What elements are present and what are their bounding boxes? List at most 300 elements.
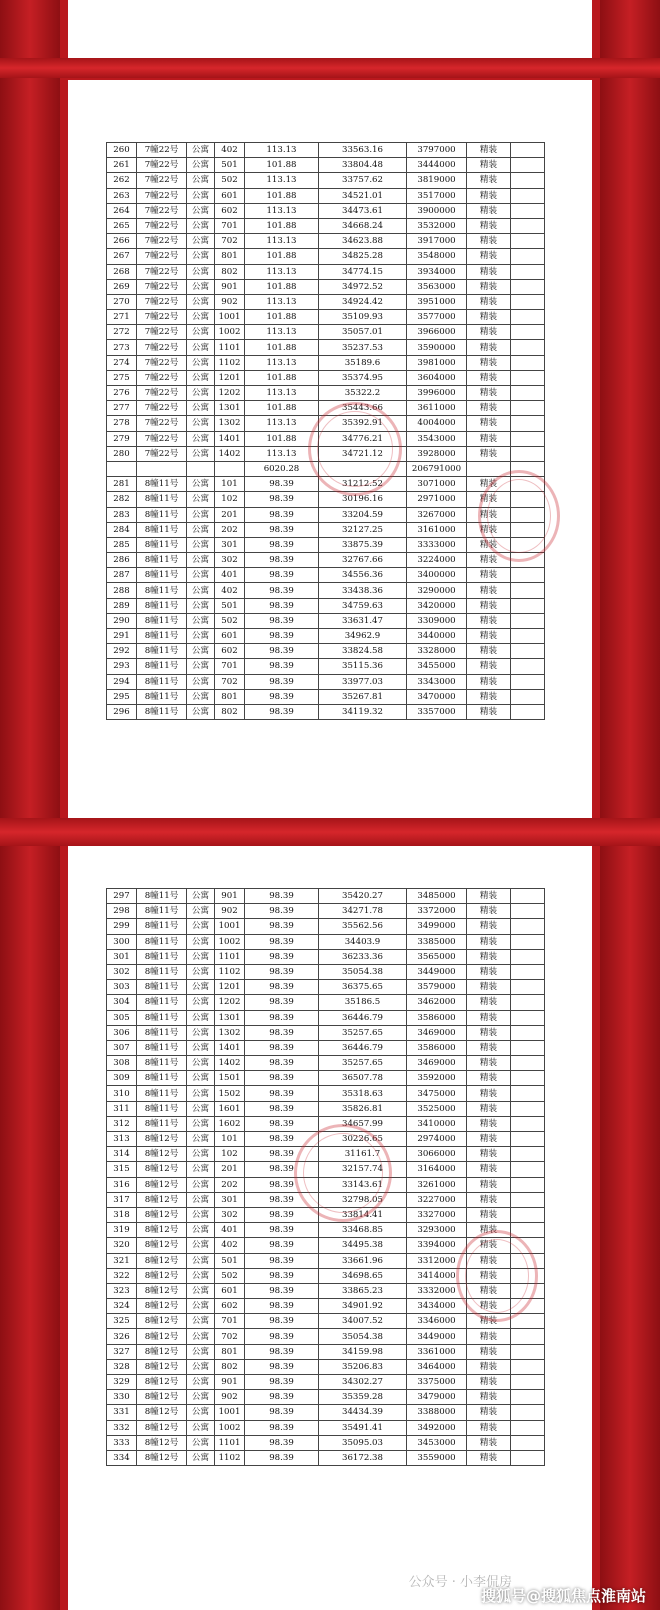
decoration-cell: 精装 xyxy=(467,553,511,568)
building-unit-cell: 8幢11号 xyxy=(137,704,187,719)
divider-band-1 xyxy=(0,58,660,78)
table-row xyxy=(107,674,545,689)
row-number-cell: 269 xyxy=(107,279,137,294)
unit-price-cell: 33204.59 xyxy=(319,507,407,522)
document-page-1 xyxy=(68,80,592,818)
row-number-cell: 334 xyxy=(107,1450,137,1465)
room-number-cell: 402 xyxy=(215,583,245,598)
total-price-cell: 3385000 xyxy=(407,934,467,949)
room-number-cell: 1001 xyxy=(215,1405,245,1420)
room-number-cell: 701 xyxy=(215,659,245,674)
row-number-cell: 275 xyxy=(107,370,137,385)
building-unit-cell: 7幢22号 xyxy=(137,264,187,279)
table-row xyxy=(107,1056,545,1071)
property-type-cell: 公寓 xyxy=(187,507,215,522)
decoration-cell: 精装 xyxy=(467,995,511,1010)
area-cell: 98.39 xyxy=(245,904,319,919)
unit-price-cell: 35420.27 xyxy=(319,889,407,904)
total-price-cell: 3361000 xyxy=(407,1344,467,1359)
total-price-cell: 3332000 xyxy=(407,1283,467,1298)
total-price-cell: 3267000 xyxy=(407,507,467,522)
unit-price-cell: 35257.65 xyxy=(319,1025,407,1040)
table-row xyxy=(107,1025,545,1040)
area-cell: 98.39 xyxy=(245,704,319,719)
area-cell: 113.13 xyxy=(245,173,319,188)
unit-price-cell: 35186.5 xyxy=(319,995,407,1010)
table-row xyxy=(107,401,545,416)
total-price-cell: 3469000 xyxy=(407,1025,467,1040)
unit-price-cell: 36446.79 xyxy=(319,1010,407,1025)
unit-price-cell: 34759.63 xyxy=(319,598,407,613)
remark-cell xyxy=(511,583,545,598)
decoration-cell: 精装 xyxy=(467,1344,511,1359)
remark-cell xyxy=(511,279,545,294)
table-row xyxy=(107,158,545,173)
row-number-cell: 282 xyxy=(107,492,137,507)
area-cell: 98.39 xyxy=(245,522,319,537)
room-number-cell: 1301 xyxy=(215,1010,245,1025)
decoration-cell: 精装 xyxy=(467,1101,511,1116)
property-type-cell: 公寓 xyxy=(187,553,215,568)
table-row xyxy=(107,613,545,628)
row-number-cell: 268 xyxy=(107,264,137,279)
unit-price-cell: 35054.38 xyxy=(319,964,407,979)
room-number-cell: 1002 xyxy=(215,934,245,949)
decoration-cell: 精装 xyxy=(467,889,511,904)
remark-cell xyxy=(511,1040,545,1055)
unit-price-cell: 34901.92 xyxy=(319,1299,407,1314)
room-number-cell: 201 xyxy=(215,1162,245,1177)
remark-cell xyxy=(511,1238,545,1253)
unit-price-cell: 35322.2 xyxy=(319,386,407,401)
total-price-cell: 3328000 xyxy=(407,644,467,659)
room-number-cell: 901 xyxy=(215,279,245,294)
row-number-cell: 331 xyxy=(107,1405,137,1420)
total-price-cell: 3440000 xyxy=(407,629,467,644)
remark-cell xyxy=(511,1223,545,1238)
room-number-cell: 1201 xyxy=(215,980,245,995)
decoration-cell: 精装 xyxy=(467,1207,511,1222)
unit-price-cell: 34698.65 xyxy=(319,1268,407,1283)
total-price-cell: 3453000 xyxy=(407,1435,467,1450)
building-unit-cell: 8幢11号 xyxy=(137,1101,187,1116)
room-number-cell: 1401 xyxy=(215,431,245,446)
table-row xyxy=(107,1390,545,1405)
property-type-cell: 公寓 xyxy=(187,431,215,446)
room-number-cell: 1001 xyxy=(215,310,245,325)
decoration-cell: 精装 xyxy=(467,1359,511,1374)
total-price-cell: 3479000 xyxy=(407,1390,467,1405)
unit-price-cell: 35359.28 xyxy=(319,1390,407,1405)
table-row xyxy=(107,1071,545,1086)
row-number-cell: 262 xyxy=(107,173,137,188)
unit-price-cell: 34521.01 xyxy=(319,188,407,203)
building-unit-cell: 8幢11号 xyxy=(137,904,187,919)
decoration-cell: 精装 xyxy=(467,401,511,416)
decoration-cell: 精装 xyxy=(467,1329,511,1344)
table-row xyxy=(107,492,545,507)
total-price-cell: 2974000 xyxy=(407,1132,467,1147)
room-number-cell: 1102 xyxy=(215,355,245,370)
table-row xyxy=(107,1314,545,1329)
remark-cell xyxy=(511,553,545,568)
unit-price-cell: 33631.47 xyxy=(319,613,407,628)
row-number-cell: 315 xyxy=(107,1162,137,1177)
building-unit-cell: 7幢22号 xyxy=(137,370,187,385)
table-row xyxy=(107,1405,545,1420)
row-number-cell: 263 xyxy=(107,188,137,203)
remark-cell xyxy=(511,507,545,522)
row-number-cell: 264 xyxy=(107,203,137,218)
area-cell: 98.39 xyxy=(245,949,319,964)
table-row xyxy=(107,629,545,644)
row-number-cell: 265 xyxy=(107,218,137,233)
building-unit-cell: 8幢12号 xyxy=(137,1359,187,1374)
room-number-cell: 701 xyxy=(215,218,245,233)
remark-cell xyxy=(511,949,545,964)
area-cell: 98.39 xyxy=(245,1420,319,1435)
table-row xyxy=(107,934,545,949)
property-type-cell: 公寓 xyxy=(187,1268,215,1283)
property-type-cell: 公寓 xyxy=(187,1010,215,1025)
room-number-cell: 601 xyxy=(215,188,245,203)
room-number-cell: 102 xyxy=(215,492,245,507)
decoration-cell: 精装 xyxy=(467,568,511,583)
table-row xyxy=(107,431,545,446)
area-cell: 98.39 xyxy=(245,1405,319,1420)
area-cell: 113.13 xyxy=(245,446,319,461)
total-price-cell: 3611000 xyxy=(407,401,467,416)
property-type-cell: 公寓 xyxy=(187,1359,215,1374)
property-type-cell: 公寓 xyxy=(187,1435,215,1450)
unit-price-cell: 34473.61 xyxy=(319,203,407,218)
unit-price-cell: 33468.85 xyxy=(319,1223,407,1238)
building-unit-cell: 8幢12号 xyxy=(137,1253,187,1268)
remark-cell xyxy=(511,704,545,719)
room-number-cell: 302 xyxy=(215,1207,245,1222)
area-cell: 98.39 xyxy=(245,1329,319,1344)
property-type-cell: 公寓 xyxy=(187,401,215,416)
area-cell: 98.39 xyxy=(245,1299,319,1314)
building-unit-cell: 8幢11号 xyxy=(137,1025,187,1040)
building-unit-cell: 8幢11号 xyxy=(137,568,187,583)
property-type-cell: 公寓 xyxy=(187,1390,215,1405)
unit-price-cell: 33824.58 xyxy=(319,644,407,659)
remark-cell xyxy=(511,218,545,233)
row-number-cell: 271 xyxy=(107,310,137,325)
decoration-cell: 精装 xyxy=(467,355,511,370)
table-row xyxy=(107,1101,545,1116)
area-cell: 98.39 xyxy=(245,1268,319,1283)
building-unit-cell: 8幢11号 xyxy=(137,629,187,644)
room-number-cell: 1102 xyxy=(215,964,245,979)
table-row xyxy=(107,1253,545,1268)
property-type-cell: 公寓 xyxy=(187,340,215,355)
unit-price-cell: 33438.36 xyxy=(319,583,407,598)
unit-price-cell: 34302.27 xyxy=(319,1375,407,1390)
area-cell: 98.39 xyxy=(245,1101,319,1116)
decoration-cell: 精装 xyxy=(467,934,511,949)
row-number-cell: 285 xyxy=(107,537,137,552)
property-type-cell: 公寓 xyxy=(187,1344,215,1359)
room-number-cell: 401 xyxy=(215,1223,245,1238)
row-number-cell: 332 xyxy=(107,1420,137,1435)
area-cell: 98.39 xyxy=(245,644,319,659)
remark-cell xyxy=(511,1390,545,1405)
total-price-cell: 3312000 xyxy=(407,1253,467,1268)
remark-cell xyxy=(511,1268,545,1283)
property-type-cell: 公寓 xyxy=(187,188,215,203)
property-type-cell: 公寓 xyxy=(187,1132,215,1147)
table-row xyxy=(107,1147,545,1162)
unit-price-cell: 35237.53 xyxy=(319,340,407,355)
room-number-cell: 1501 xyxy=(215,1071,245,1086)
building-unit-cell: 7幢22号 xyxy=(137,188,187,203)
building-unit-cell: 8幢11号 xyxy=(137,553,187,568)
building-unit-cell: 8幢12号 xyxy=(137,1375,187,1390)
decoration-cell: 精装 xyxy=(467,1177,511,1192)
table-row xyxy=(107,1268,545,1283)
total-price-cell: 3934000 xyxy=(407,264,467,279)
table-row xyxy=(107,218,545,233)
area-cell: 98.39 xyxy=(245,629,319,644)
unit-price-cell: 35057.01 xyxy=(319,325,407,340)
property-type-cell: 公寓 xyxy=(187,386,215,401)
area-cell: 101.88 xyxy=(245,310,319,325)
area-cell: 98.39 xyxy=(245,1253,319,1268)
unit-price-cell: 34924.42 xyxy=(319,294,407,309)
total-price-cell: 3469000 xyxy=(407,1056,467,1071)
area-cell: 98.39 xyxy=(245,1147,319,1162)
room-number-cell: 1002 xyxy=(215,325,245,340)
decoration-cell: 精装 xyxy=(467,949,511,964)
area-cell: 101.88 xyxy=(245,218,319,233)
area-cell: 101.88 xyxy=(245,401,319,416)
area-cell: 101.88 xyxy=(245,279,319,294)
remark-cell xyxy=(511,644,545,659)
building-unit-cell: 8幢11号 xyxy=(137,919,187,934)
decoration-cell: 精装 xyxy=(467,1375,511,1390)
decoration-cell: 精装 xyxy=(467,264,511,279)
table-row xyxy=(107,598,545,613)
building-unit-cell: 7幢22号 xyxy=(137,294,187,309)
table-row xyxy=(107,949,545,964)
area-cell: 98.39 xyxy=(245,1056,319,1071)
property-type-cell: 公寓 xyxy=(187,583,215,598)
remark-cell xyxy=(511,995,545,1010)
remark-cell xyxy=(511,1405,545,1420)
decoration-cell: 精装 xyxy=(467,249,511,264)
remark-cell xyxy=(511,629,545,644)
room-number-cell: 1201 xyxy=(215,370,245,385)
property-type-cell: 公寓 xyxy=(187,264,215,279)
table-row xyxy=(107,704,545,719)
room-number-cell xyxy=(215,461,245,476)
room-number-cell: 1102 xyxy=(215,1450,245,1465)
room-number-cell: 1202 xyxy=(215,386,245,401)
property-type-cell: 公寓 xyxy=(187,249,215,264)
room-number-cell: 602 xyxy=(215,203,245,218)
room-number-cell: 1202 xyxy=(215,995,245,1010)
unit-price-cell: 30196.16 xyxy=(319,492,407,507)
area-cell: 98.39 xyxy=(245,1025,319,1040)
total-price-cell: 3996000 xyxy=(407,386,467,401)
unit-price-cell: 32127.25 xyxy=(319,522,407,537)
building-unit-cell: 7幢22号 xyxy=(137,340,187,355)
decoration-cell: 精装 xyxy=(467,446,511,461)
property-type-cell: 公寓 xyxy=(187,1116,215,1131)
row-number-cell: 298 xyxy=(107,904,137,919)
unit-price-cell: 35443.66 xyxy=(319,401,407,416)
remark-cell xyxy=(511,203,545,218)
total-price-cell: 3900000 xyxy=(407,203,467,218)
table-row xyxy=(107,325,545,340)
unit-price-cell: 35095.03 xyxy=(319,1435,407,1450)
total-price-cell: 3346000 xyxy=(407,1314,467,1329)
property-type-cell: 公寓 xyxy=(187,1192,215,1207)
row-number-cell: 306 xyxy=(107,1025,137,1040)
area-cell: 98.39 xyxy=(245,659,319,674)
area-cell: 98.39 xyxy=(245,1010,319,1025)
room-number-cell: 601 xyxy=(215,629,245,644)
unit-price-cell: 32767.66 xyxy=(319,553,407,568)
building-unit-cell: 7幢22号 xyxy=(137,218,187,233)
building-unit-cell: 8幢11号 xyxy=(137,964,187,979)
row-number-cell: 274 xyxy=(107,355,137,370)
decoration-cell: 精装 xyxy=(467,689,511,704)
remark-cell xyxy=(511,1375,545,1390)
remark-cell xyxy=(511,1025,545,1040)
row-number-cell: 286 xyxy=(107,553,137,568)
table-row xyxy=(107,1223,545,1238)
property-type-cell: 公寓 xyxy=(187,537,215,552)
building-unit-cell: 8幢12号 xyxy=(137,1132,187,1147)
decoration-cell: 精装 xyxy=(467,1025,511,1040)
property-type-cell: 公寓 xyxy=(187,613,215,628)
remark-cell xyxy=(511,1132,545,1147)
decoration-cell: 精装 xyxy=(467,143,511,158)
building-unit-cell: 8幢12号 xyxy=(137,1207,187,1222)
row-number-cell: 261 xyxy=(107,158,137,173)
remark-cell xyxy=(511,492,545,507)
decoration-cell: 精装 xyxy=(467,203,511,218)
row-number-cell: 276 xyxy=(107,386,137,401)
property-type-cell: 公寓 xyxy=(187,674,215,689)
unit-price-cell: 34668.24 xyxy=(319,218,407,233)
room-number-cell: 902 xyxy=(215,294,245,309)
decoration-cell: 精装 xyxy=(467,492,511,507)
property-type-cell: 公寓 xyxy=(187,310,215,325)
room-number-cell: 1402 xyxy=(215,1056,245,1071)
property-type-cell: 公寓 xyxy=(187,416,215,431)
price-table-body xyxy=(107,889,545,1466)
table-row xyxy=(107,919,545,934)
remark-cell xyxy=(511,659,545,674)
building-unit-cell: 8幢11号 xyxy=(137,583,187,598)
property-type-cell: 公寓 xyxy=(187,1405,215,1420)
total-price-cell: 3227000 xyxy=(407,1192,467,1207)
decoration-cell: 精装 xyxy=(467,1238,511,1253)
unit-price-cell: 34007.52 xyxy=(319,1314,407,1329)
remark-cell xyxy=(511,294,545,309)
remark-cell xyxy=(511,1329,545,1344)
building-unit-cell: 7幢22号 xyxy=(137,158,187,173)
area-cell: 98.39 xyxy=(245,1283,319,1298)
total-price-cell: 3928000 xyxy=(407,446,467,461)
area-cell: 98.39 xyxy=(245,553,319,568)
area-cell: 98.39 xyxy=(245,1359,319,1374)
remark-cell xyxy=(511,370,545,385)
unit-price-cell: 31212.52 xyxy=(319,477,407,492)
divider-band-2 xyxy=(0,818,660,846)
remark-cell xyxy=(511,264,545,279)
area-cell: 101.88 xyxy=(245,158,319,173)
unit-price-cell: 34776.21 xyxy=(319,431,407,446)
building-unit-cell: 8幢11号 xyxy=(137,537,187,552)
remark-cell xyxy=(511,477,545,492)
table-row xyxy=(107,1010,545,1025)
area-cell: 113.13 xyxy=(245,143,319,158)
total-price-cell: 3966000 xyxy=(407,325,467,340)
property-type-cell: 公寓 xyxy=(187,949,215,964)
row-number-cell: 310 xyxy=(107,1086,137,1101)
row-number-cell: 277 xyxy=(107,401,137,416)
decoration-cell: 精装 xyxy=(467,294,511,309)
remark-cell xyxy=(511,964,545,979)
row-number-cell: 287 xyxy=(107,568,137,583)
row-number-cell: 316 xyxy=(107,1177,137,1192)
building-unit-cell: 8幢11号 xyxy=(137,492,187,507)
room-number-cell: 301 xyxy=(215,537,245,552)
area-cell: 98.39 xyxy=(245,1314,319,1329)
room-number-cell: 101 xyxy=(215,1132,245,1147)
table-row xyxy=(107,416,545,431)
total-price-cell: 3592000 xyxy=(407,1071,467,1086)
remark-cell xyxy=(511,1192,545,1207)
area-cell: 98.39 xyxy=(245,1435,319,1450)
room-number-cell: 702 xyxy=(215,234,245,249)
building-unit-cell: 8幢12号 xyxy=(137,1314,187,1329)
sohu-watermark: 搜狐号@搜狐焦点淮南站 xyxy=(480,1587,646,1605)
table-row xyxy=(107,964,545,979)
unit-price-cell: 30226.65 xyxy=(319,1132,407,1147)
total-price-cell: 3066000 xyxy=(407,1147,467,1162)
building-unit-cell: 8幢11号 xyxy=(137,934,187,949)
total-price-cell: 3532000 xyxy=(407,218,467,233)
decoration-cell: 精装 xyxy=(467,1147,511,1162)
row-number-cell: 311 xyxy=(107,1101,137,1116)
row-number-cell: 293 xyxy=(107,659,137,674)
decoration-cell: 精装 xyxy=(467,477,511,492)
room-number-cell: 802 xyxy=(215,1359,245,1374)
property-type-cell: 公寓 xyxy=(187,294,215,309)
row-number-cell: 284 xyxy=(107,522,137,537)
decoration-cell: 精装 xyxy=(467,1071,511,1086)
table-row xyxy=(107,583,545,598)
property-type-cell: 公寓 xyxy=(187,1375,215,1390)
total-price-cell: 3577000 xyxy=(407,310,467,325)
right-frame xyxy=(600,0,660,1610)
decoration-cell: 精装 xyxy=(467,1223,511,1238)
room-number-cell: 102 xyxy=(215,1147,245,1162)
row-number-cell: 305 xyxy=(107,1010,137,1025)
decoration-cell: 精装 xyxy=(467,279,511,294)
total-price-cell: 3290000 xyxy=(407,583,467,598)
unit-price-cell: 34556.36 xyxy=(319,568,407,583)
area-cell: 98.39 xyxy=(245,674,319,689)
remark-cell xyxy=(511,249,545,264)
property-type-cell: 公寓 xyxy=(187,1040,215,1055)
